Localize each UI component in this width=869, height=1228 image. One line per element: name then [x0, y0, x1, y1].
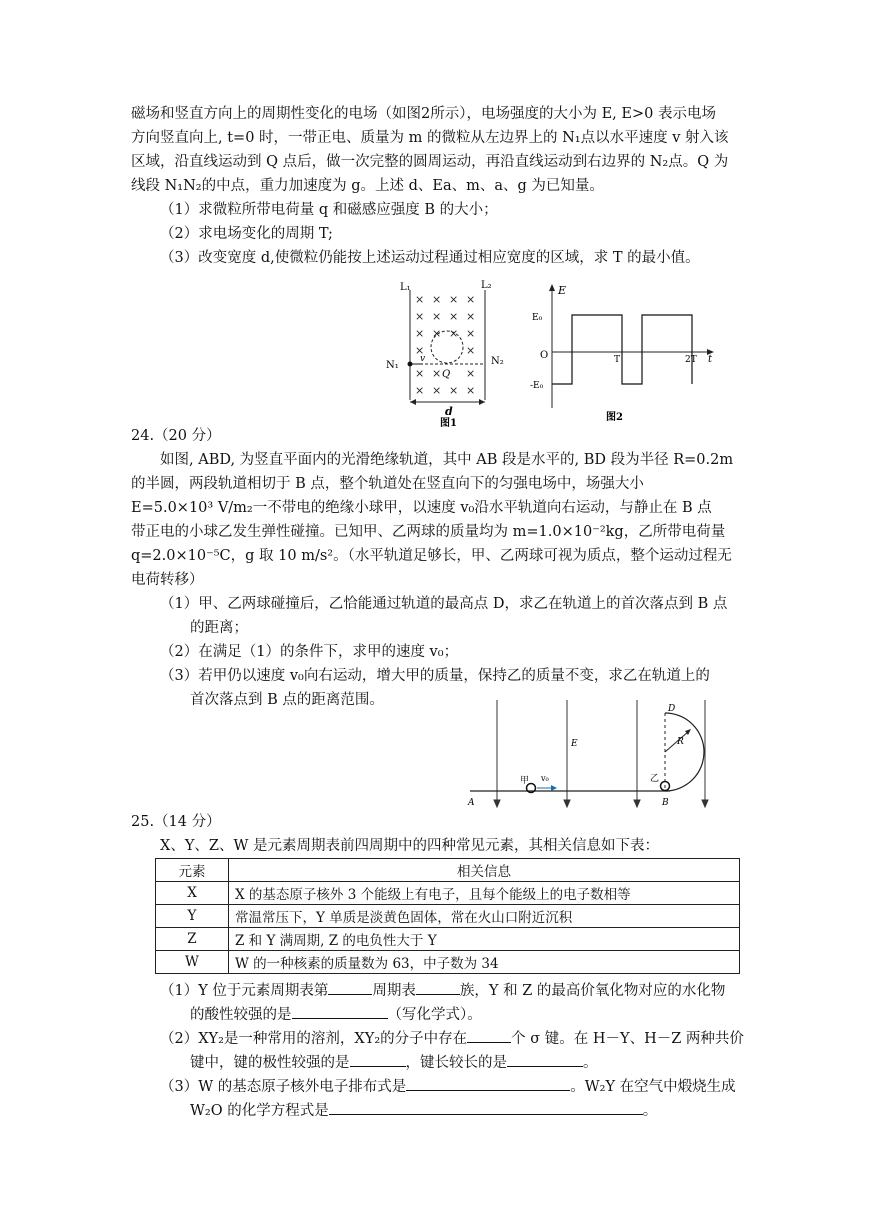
- answer-blank[interactable]: [406, 1076, 570, 1091]
- answer-blank[interactable]: [350, 1052, 406, 1067]
- q25-p2-text-d: ，键长较长的是: [405, 1055, 507, 1071]
- q24-body-line-2: 的半圆，两段轨道相切于 B 点，整个轨道处在竖直向下的匀强电场中，场强大小: [131, 476, 644, 492]
- table-cell-info: X 的基态原子核外 3 个能级上有电子，且每个能级上的电子数相等: [229, 882, 740, 905]
- svg-text:×: ×: [415, 310, 425, 323]
- fig2-e-label: E: [558, 284, 567, 297]
- q25-p2-text-b: 个 σ 键。在 H－Y、H－Z 两种共价: [511, 1031, 744, 1047]
- svg-text:×: ×: [466, 344, 476, 357]
- svg-text:×: ×: [415, 384, 425, 397]
- q23-intro-line-4: 线段 N₁N₂的中点，重力加速度为 g。上述 d、Ea、m、a、g 为已知量。: [131, 178, 604, 194]
- q25-p1-text-c: 族，Y 和 Z 的最高价氧化物对应的水化物: [459, 983, 726, 999]
- svg-text:×: ×: [432, 327, 442, 340]
- svg-text:×: ×: [432, 384, 442, 397]
- fig1-l2-label: L₂: [481, 280, 492, 291]
- q25-part-3-line-1: [160, 1076, 736, 1097]
- q25-part-1-line-1: [160, 980, 725, 1001]
- fig3-jia-label: 甲: [520, 776, 530, 786]
- q25-part-1-line-2: [190, 1004, 482, 1025]
- svg-text:×: ×: [466, 327, 476, 340]
- q24-body-line-4: 带正电的小球乙发生弹性碰撞。已知甲、乙两球的质量均为 m=1.0×10⁻²kg，乙所带电荷量: [131, 524, 726, 540]
- svg-text:×: ×: [415, 367, 425, 380]
- answer-blank[interactable]: [416, 980, 460, 995]
- q24-body-line-1: 如图, ABD, 为竖直平面内的光滑绝缘轨道，其中 AB 段是水平的, BD 段为半径 R=0.2m: [160, 452, 734, 468]
- figure-1: [380, 278, 510, 428]
- fig1-d-label: d: [445, 405, 453, 418]
- fig2-e0-label: E₀: [532, 313, 543, 323]
- q25-p1-text-b: 周期表: [372, 983, 416, 999]
- q25-p1-text-e: （写化学式）。: [387, 1007, 482, 1023]
- figure-2: [530, 280, 720, 425]
- q25-p2-text-e: 。: [583, 1055, 598, 1071]
- answer-blank[interactable]: [467, 1028, 511, 1043]
- fig2-t-label: t: [708, 354, 713, 365]
- svg-text:×: ×: [415, 344, 425, 357]
- svg-text:×: ×: [432, 310, 442, 323]
- q25-header: 25.（14 分）: [131, 814, 221, 830]
- fig2-t2-label: 2T: [685, 355, 697, 365]
- fig1-caption: 图1: [440, 418, 457, 428]
- svg-text:×: ×: [466, 293, 476, 306]
- table-cell-element: W: [156, 951, 229, 974]
- fig3-a-label: A: [468, 798, 475, 808]
- q24-body-line-3: E=5.0×10³ V/m₂一不带电的绝缘小球甲，以速度 v₀沿水平轨道向右运动，与静止在 B 点: [131, 500, 712, 516]
- table-header-element: 元素: [156, 859, 229, 882]
- answer-blank[interactable]: [329, 1100, 643, 1115]
- q25-p1-text-a: （1）Y 位于元素周期表第: [160, 983, 329, 999]
- svg-text:×: ×: [466, 367, 476, 380]
- q25-part-2-line-2: [190, 1052, 598, 1073]
- q25-p3-text-b: 。W₂Y 在空气中煅烧生成: [570, 1079, 736, 1095]
- fig2-caption: 图2: [606, 412, 623, 423]
- svg-text:×: ×: [449, 310, 459, 323]
- table-cell-info: 常温常压下，Y 单质是淡黄色固体，常在火山口附近沉积: [229, 905, 740, 928]
- q23-intro-line-2: 方向竖直向上, t=0 时，一带正电、质量为 m 的微粒从左边界上的 N₁点以水平速度 v 射入该: [131, 130, 729, 146]
- svg-text:×: ×: [449, 384, 459, 397]
- svg-text:×: ×: [449, 327, 459, 340]
- q25-p2-text-c: 键中，键的极性较强的是: [190, 1055, 350, 1071]
- answer-blank[interactable]: [507, 1052, 583, 1067]
- fig3-e-label: E: [571, 739, 578, 749]
- q24-part-3-a: （3）若甲仍以速度 v₀向右运动，增大甲的质量，保持乙的质量不变，求乙在轨道上的: [160, 668, 710, 684]
- fig3-r-label: R: [677, 737, 684, 747]
- fig2-t1-label: T: [614, 355, 621, 365]
- q25-intro: X、Y、Z、W 是元素周期表前四周期中的四种常见元素，其相关信息如下表：: [160, 838, 659, 854]
- table-row: [156, 882, 740, 905]
- q24-part-1-a: （1）甲、乙两球碰撞后，乙恰能通过轨道的最高点 D，求乙在轨道上的首次落点到 B 点: [160, 596, 728, 612]
- q23-intro-line-1: 磁场和竖直方向上的周期性变化的电场（如图2所示），电场强度的大小为 E, E>0 表示电场: [131, 106, 716, 122]
- answer-blank[interactable]: [292, 1004, 388, 1019]
- fig3-v0-label: v₀: [541, 774, 549, 783]
- svg-text:×: ×: [432, 293, 442, 306]
- table-row: [156, 905, 740, 928]
- q23-part-3: （3）改变宽度 d,使微粒仍能按上述运动过程通过相应宽度的区域，求 T 的最小值。: [160, 250, 700, 266]
- q25-p3-text-d: 。: [642, 1103, 658, 1119]
- fig2-neg-e0-label: -E₀: [530, 381, 544, 391]
- fig1-n2-label: N₂: [491, 356, 504, 367]
- fig1-l1-label: L₁: [400, 282, 411, 293]
- q24-part-3-b: 首次落点到 B 点的距离范围。: [190, 692, 384, 708]
- figure-3: [465, 695, 740, 815]
- fig3-b-label: B: [662, 798, 669, 808]
- table-cell-info: Z 和 Y 满周期, Z 的电负性大于 Y: [229, 928, 740, 951]
- q25-p1-text-d: 的酸性较强的是: [190, 1007, 292, 1023]
- q25-part-3-line-2: [190, 1100, 657, 1121]
- q24-part-2: （2）在满足（1）的条件下，求甲的速度 v₀；: [160, 644, 459, 660]
- svg-text:×: ×: [466, 310, 476, 323]
- svg-text:×: ×: [432, 367, 442, 380]
- table-cell-element: X: [156, 882, 229, 905]
- table-header-row: [156, 859, 740, 882]
- table-row: [156, 928, 740, 951]
- q23-part-1: （1）求微粒所带电荷量 q 和磁感应强度 B 的大小；: [160, 202, 498, 218]
- table-header-info: 相关信息: [229, 859, 740, 882]
- svg-text:×: ×: [466, 384, 476, 397]
- table-cell-info: W 的一种核素的质量数为 63，中子数为 34: [229, 951, 740, 974]
- table-row: [156, 951, 740, 974]
- fig2-origin-label: O: [540, 350, 549, 361]
- fig3-yi-label: 乙: [650, 774, 660, 784]
- svg-text:×: ×: [449, 293, 459, 306]
- q25-p2-text-a: （2）XY₂是一种常用的溶剂，XY₂的分子中存在: [160, 1031, 468, 1047]
- table-cell-element: Z: [156, 928, 229, 951]
- svg-text:×: ×: [415, 327, 425, 340]
- answer-blank[interactable]: [328, 980, 372, 995]
- q24-header: 24.（20 分）: [131, 428, 221, 444]
- q25-part-2-line-1: [160, 1028, 744, 1049]
- q24-body-line-6: 电荷转移）: [131, 572, 204, 588]
- fig1-v-label: v: [420, 354, 426, 364]
- element-info-table: [155, 858, 740, 974]
- svg-text:×: ×: [415, 293, 425, 306]
- fig1-q-label: Q: [442, 369, 451, 380]
- q23-intro-line-3: 区域，沿直线运动到 Q 点后，做一次完整的圆周运动，再沿直线运动到右边界的 N₂点。Q 为: [131, 154, 729, 170]
- q23-part-2: （2）求电场变化的周期 T;: [160, 226, 333, 242]
- fig3-d-label: D: [668, 704, 676, 714]
- table-cell-element: Y: [156, 905, 229, 928]
- q24-part-1-b: 的距离；: [190, 620, 248, 636]
- q24-body-line-5: q=2.0×10⁻⁵C，g 取 10 m/s²。（水平轨道足够长，甲、乙两球可视为质点，整个运动过程无: [131, 548, 732, 564]
- fig1-n1-label: N₁: [386, 360, 399, 371]
- q25-p3-text-c: W₂O 的化学方程式是: [190, 1103, 329, 1119]
- q25-p3-text-a: （3）W 的基态原子核外电子排布式是: [160, 1079, 407, 1095]
